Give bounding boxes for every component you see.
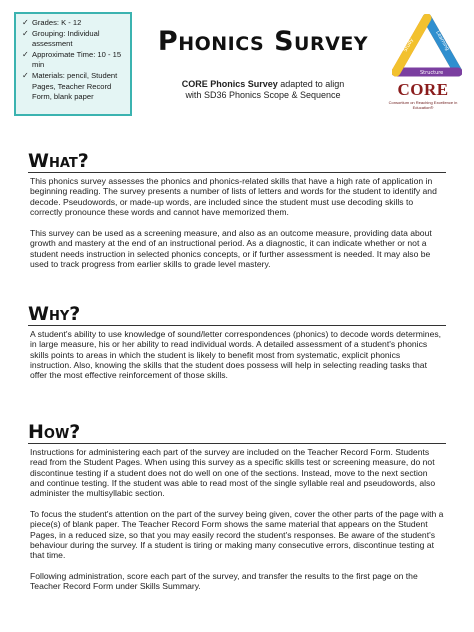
logo-label-learning: Learning [434, 30, 451, 52]
page-title: Phonics Survey [157, 26, 369, 57]
section-heading-why: Why? [28, 303, 81, 325]
info-item-time [22, 50, 127, 71]
info-item-text: Materials: pencil, Student Pages, Teacher Record Form, blank paper [32, 70, 118, 102]
subtitle-line2: with SD36 Phonics Scope & Sequence [185, 90, 341, 100]
paragraph: A student's ability to use knowledge of sound/letter correspondences (phonics) to decode words determines, in large measure, his or her ability to read individual words. A detailed assessment of a student's phonics skills points to areas in which the student is likely to benefit most from systematic, explicit phonics instruction. Also, knowing the skills that the student does possess will help in selecting reading tasks that offer the most effective reinforcement of those skills. [30, 329, 442, 381]
core-triangle-logo [392, 14, 462, 78]
logo-label-study: Study [402, 37, 415, 53]
page-subtitle [148, 79, 378, 101]
paragraph: Following administration, score each part of the survey, and transfer the results to the first page on the Teacher Record Form under Skills Summary. [30, 571, 418, 592]
section-heading-how: How? [28, 421, 81, 443]
core-tagline: Consortium on Reaching Excellence in Education® [388, 100, 458, 110]
check-icon: ✓ [22, 49, 29, 59]
check-icon: ✓ [22, 28, 29, 38]
section-divider [28, 443, 446, 444]
check-icon: ✓ [22, 70, 29, 80]
subtitle-rest: adapted to align [277, 79, 345, 89]
logo-label-structure: Structure [420, 70, 444, 76]
check-icon: ✓ [22, 18, 29, 27]
info-item-text: Grades: K - 12 [32, 18, 82, 27]
info-item-grades [22, 18, 127, 29]
paragraph: To focus the student's attention on the part of the survey being given, cover the other parts of the page with a piece(s) of blank paper. The Teacher Record Form shows the same material that appears on the Student Pages, in a reduced size, so that you may easily record the student's responses. Be aware of the student's behaviour during the survey. If a student is tiring or making many consecutive errors, discontinue testing at that time. [30, 509, 444, 561]
info-item-text: Grouping: Individual assessment [32, 28, 100, 49]
info-box [14, 12, 132, 116]
info-item-grouping [22, 29, 127, 50]
paragraph: This phonics survey assesses the phonics and phonics-related skills that have a high rate of application in beginning reading. The survey presents a number of lists of letters and words for the student to identify and decode. Pseudowords, or made-up words, are included since the student must use decoding skills to correctly pronounce these words and cannot have memorized them. [30, 176, 437, 217]
info-item-materials [22, 71, 127, 103]
core-wordmark: CORE [397, 80, 449, 99]
paragraph: Instructions for administering each part of the survey are included on the Teacher Record Form. Students read from the Student Pages. When using this survey as a specific skills test or screening measure, do not discontinue testing if a student does not do well on one of the sections. Instead, move to the next section and continue testing. If the student was able to read most of the single syllable real and pseudowords, also administer the multisyllabic section. [30, 447, 436, 499]
core-logo [378, 80, 468, 110]
info-item-text: Approximate Time: 10 - 15 min [32, 49, 122, 70]
section-divider [28, 325, 446, 326]
section-heading-what: What? [28, 150, 89, 172]
info-list [22, 18, 127, 103]
section-divider [28, 172, 446, 173]
paragraph: This survey can be used as a screening measure, and also as an outcome measure, providing data about growth and mastery at the end of an instructional period. As a diagnostic, it can indicate whether or not a student needs instruction in selected phonics concepts, or if further assessment is needed. It may also be used to track progress from earlier skills to grade level mastery. [30, 228, 432, 269]
subtitle-bold: CORE Phonics Survey [181, 79, 278, 89]
